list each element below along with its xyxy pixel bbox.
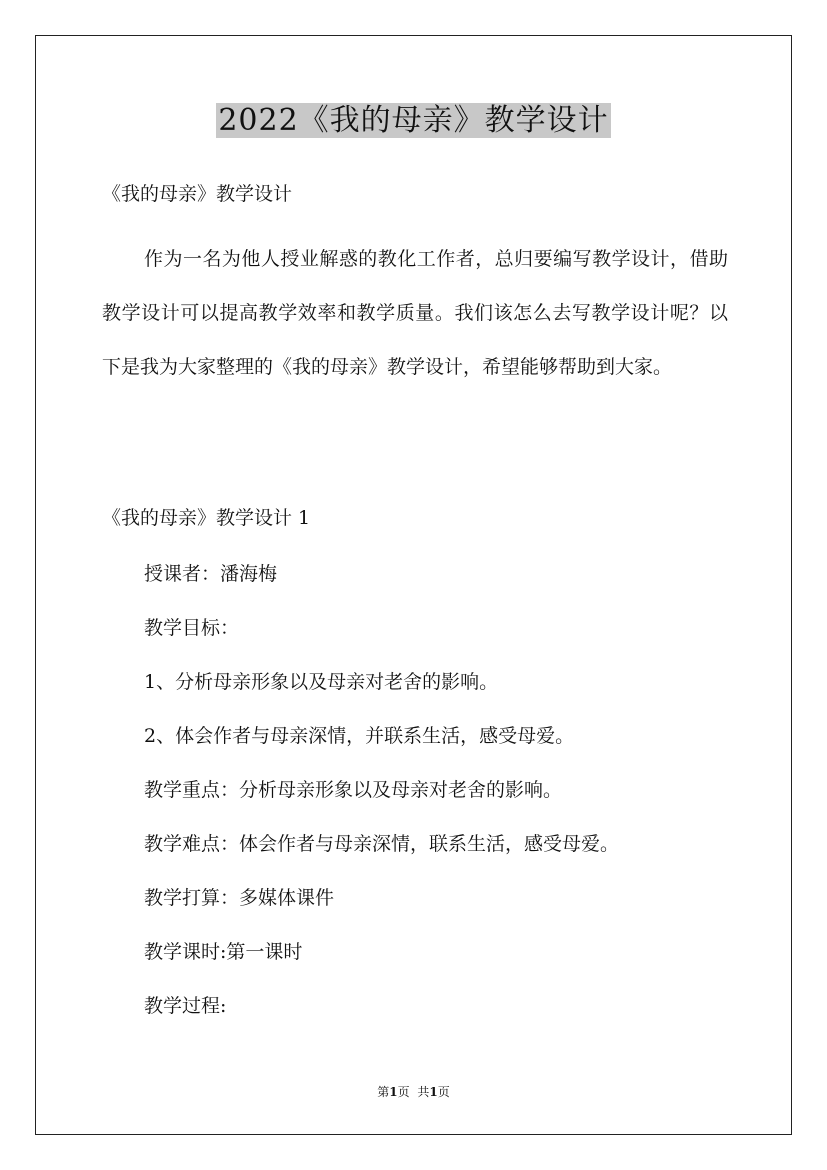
objective-item: 2、体会作者与母亲深情，并联系生活，感受母爱。: [144, 725, 575, 747]
preparation-line: 教学打算：多媒体课件: [144, 887, 335, 909]
class-hours-line: 教学课时:第一课时: [144, 941, 303, 963]
difficulties-line: 教学难点：体会作者与母亲深情，联系生活，感受母爱。: [144, 833, 620, 855]
document-title-text: 2022《我的母亲》教学设计: [218, 103, 609, 138]
intro-paragraph: 作为一名为他人授业解惑的教化工作者，总归要编写教学设计，借助教学设计可以提高教学效率和教学质量。我们该怎么去写教学设计呢？以下是我为大家整理的《我的母亲》教学设计，希望能够帮助到大家。: [102, 248, 728, 378]
objective-item: 1、分析母亲形象以及母亲对老舍的影响。: [144, 671, 499, 693]
process-heading: 教学过程:: [144, 995, 227, 1017]
document-subtitle: 《我的母亲》教学设计: [102, 183, 293, 205]
objectives-heading: 教学目标：: [144, 617, 240, 639]
page-footer: [0, 1084, 827, 1100]
footer-page-suffix: 页: [397, 1085, 410, 1099]
key-points-line: 教学重点：分析母亲形象以及母亲对老舍的影响。: [144, 779, 563, 801]
footer-total-number: 1: [429, 1085, 438, 1099]
footer-page-prefix: 第: [377, 1085, 390, 1099]
section-heading: 《我的母亲》教学设计 1: [102, 507, 311, 529]
footer-total-suffix: 页: [437, 1085, 450, 1099]
teacher-line: 授课者：潘海梅: [144, 563, 278, 585]
footer-total-prefix: 共: [417, 1085, 430, 1099]
document-title: [0, 100, 827, 142]
footer-page-number: 1: [389, 1085, 398, 1099]
